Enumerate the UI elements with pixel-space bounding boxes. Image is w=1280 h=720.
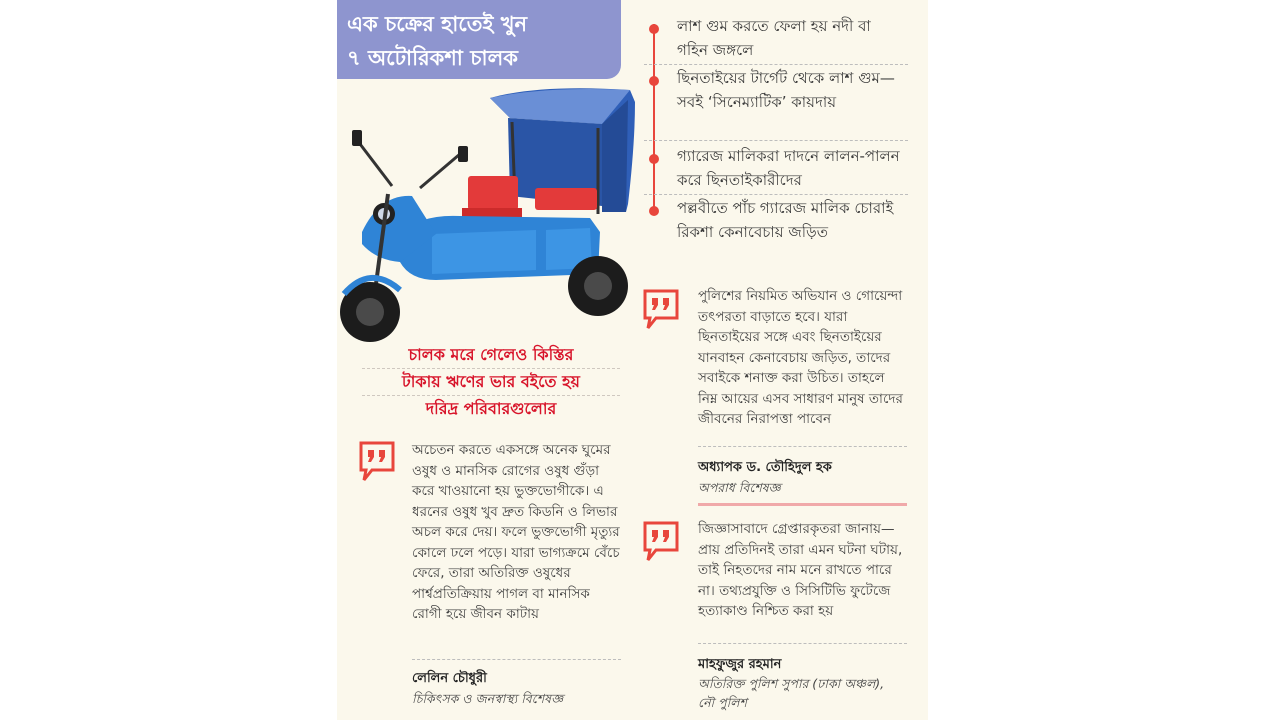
speech-bubble-quote-icon [642,288,680,332]
caption-line-1: চালক মরে গেলেও কিস্তির [362,342,620,369]
quote-author-right-bottom: মাহফুজুর রহমান [698,657,782,672]
section-divider [698,503,907,506]
speech-bubble-quote-icon [642,520,680,564]
red-dot-icon [649,76,659,86]
caption-line-3: দরিদ্র পরিবারগুলোর [425,399,557,418]
red-dot-icon [649,206,659,216]
caption-box [362,342,620,422]
bullet-text: লাশ গুম করতে ফেলা হয় নদী বা গহিন জঙ্গলে [677,17,871,59]
headline-line-1: এক চক্রের হাতেই খুন [347,12,528,36]
bullet-text: পল্লবীতে পাঁচ গ্যারেজ মালিক চোরাই রিকশা কেনাবেচায় জড়িত [677,199,894,241]
red-dot-icon [649,24,659,34]
red-dot-icon [649,154,659,164]
quote-text-right-bottom: জিজ্ঞাসাবাদে গ্রেপ্তারকৃতরা জানায়—প্রায় প্রতিদিনই তারা এমন ঘটনা ঘটায়, তাই নিহতদের নাম মনে রাখতে পারে না। তথ্যপ্রযুক্তি ও সিসিটিভি ফুটেজে হত্যাকাণ্ড নিশ্চিত করা হয় [698,521,903,619]
bullet-item [644,196,908,270]
bullet-text: ছিনতাইয়ের টার্গেট থেকে লাশ গুম—সবই ‘সিনেম্যাটিক’ কায়দায় [677,69,895,111]
quote-role-left: চিকিৎসক ও জনস্বাস্থ্য বিশেষজ্ঞ [412,691,564,706]
bullet-item [644,144,908,195]
quote-author-left: লেলিন চৌধুরী [412,671,487,686]
quote-text-left: অচেতন করতে একসঙ্গে অনেক ঘুমের ওষুধ ও মানসিক রোগের ওষুধ গুঁড়া করে খাওয়ানো হয় ভুক্তভোগীকে। এ ধরনের ওষুধ খুব দ্রুত কিডনি ও লিভার অচল করে দেয়। ফলে ভুক্তভোগী মৃত্যুর কোলে ঢলে পড়ে। যারা ভাগ্যক্রমে বেঁচে ফেরে, তারা অতিরিক্ত ওষুধের পার্শ্বপ্রতিক্রিয়ায় পাগল বা মানসিক রোগী হয়ে জীবন কাটায় [412,442,620,622]
headline-box [337,0,621,79]
quote-role-right-top: অপরাধ বিশেষজ্ঞ [698,480,781,495]
bullet-item [644,66,908,141]
caption-line-2: টাকায় ঋণের ভার বইতে হয় [362,369,620,396]
autorickshaw-illustration [340,84,640,346]
bullet-item [644,14,908,65]
quote-role-right-bottom: অতিরিক্ত পুলিশ সুপার (ঢাকা অঞ্চল), নৌ পুলিশ [698,676,885,710]
quote-separator [698,446,907,447]
quote-separator [698,643,907,644]
headline-line-2: ৭ অটোরিকশা চালক [347,46,518,70]
quote-separator [412,659,621,660]
quote-text-right-top: পুলিশের নিয়মিত অভিযান ও গোয়েন্দা তৎপরতা বাড়াতে হবে। যারা ছিনতাইয়ের সঙ্গে এবং ছিনতাইয়ের যানবাহন কেনাবেচায় জড়িত, তাদের সবাইকে শনাক্ত করা উচিত। তাহলে নিম্ন আয়ের এসব সাধারণ মানুষ তাদের জীবনের নিরাপত্তা পাবেন [698,288,903,427]
speech-bubble-quote-icon [358,440,396,484]
bullet-text: গ্যারেজ মালিকরা দাদনে লালন-পালন করে ছিনতাইকারীদের [677,147,900,189]
quote-author-right-top: অধ্যাপক ড. তৌহিদুল হক [698,460,832,475]
